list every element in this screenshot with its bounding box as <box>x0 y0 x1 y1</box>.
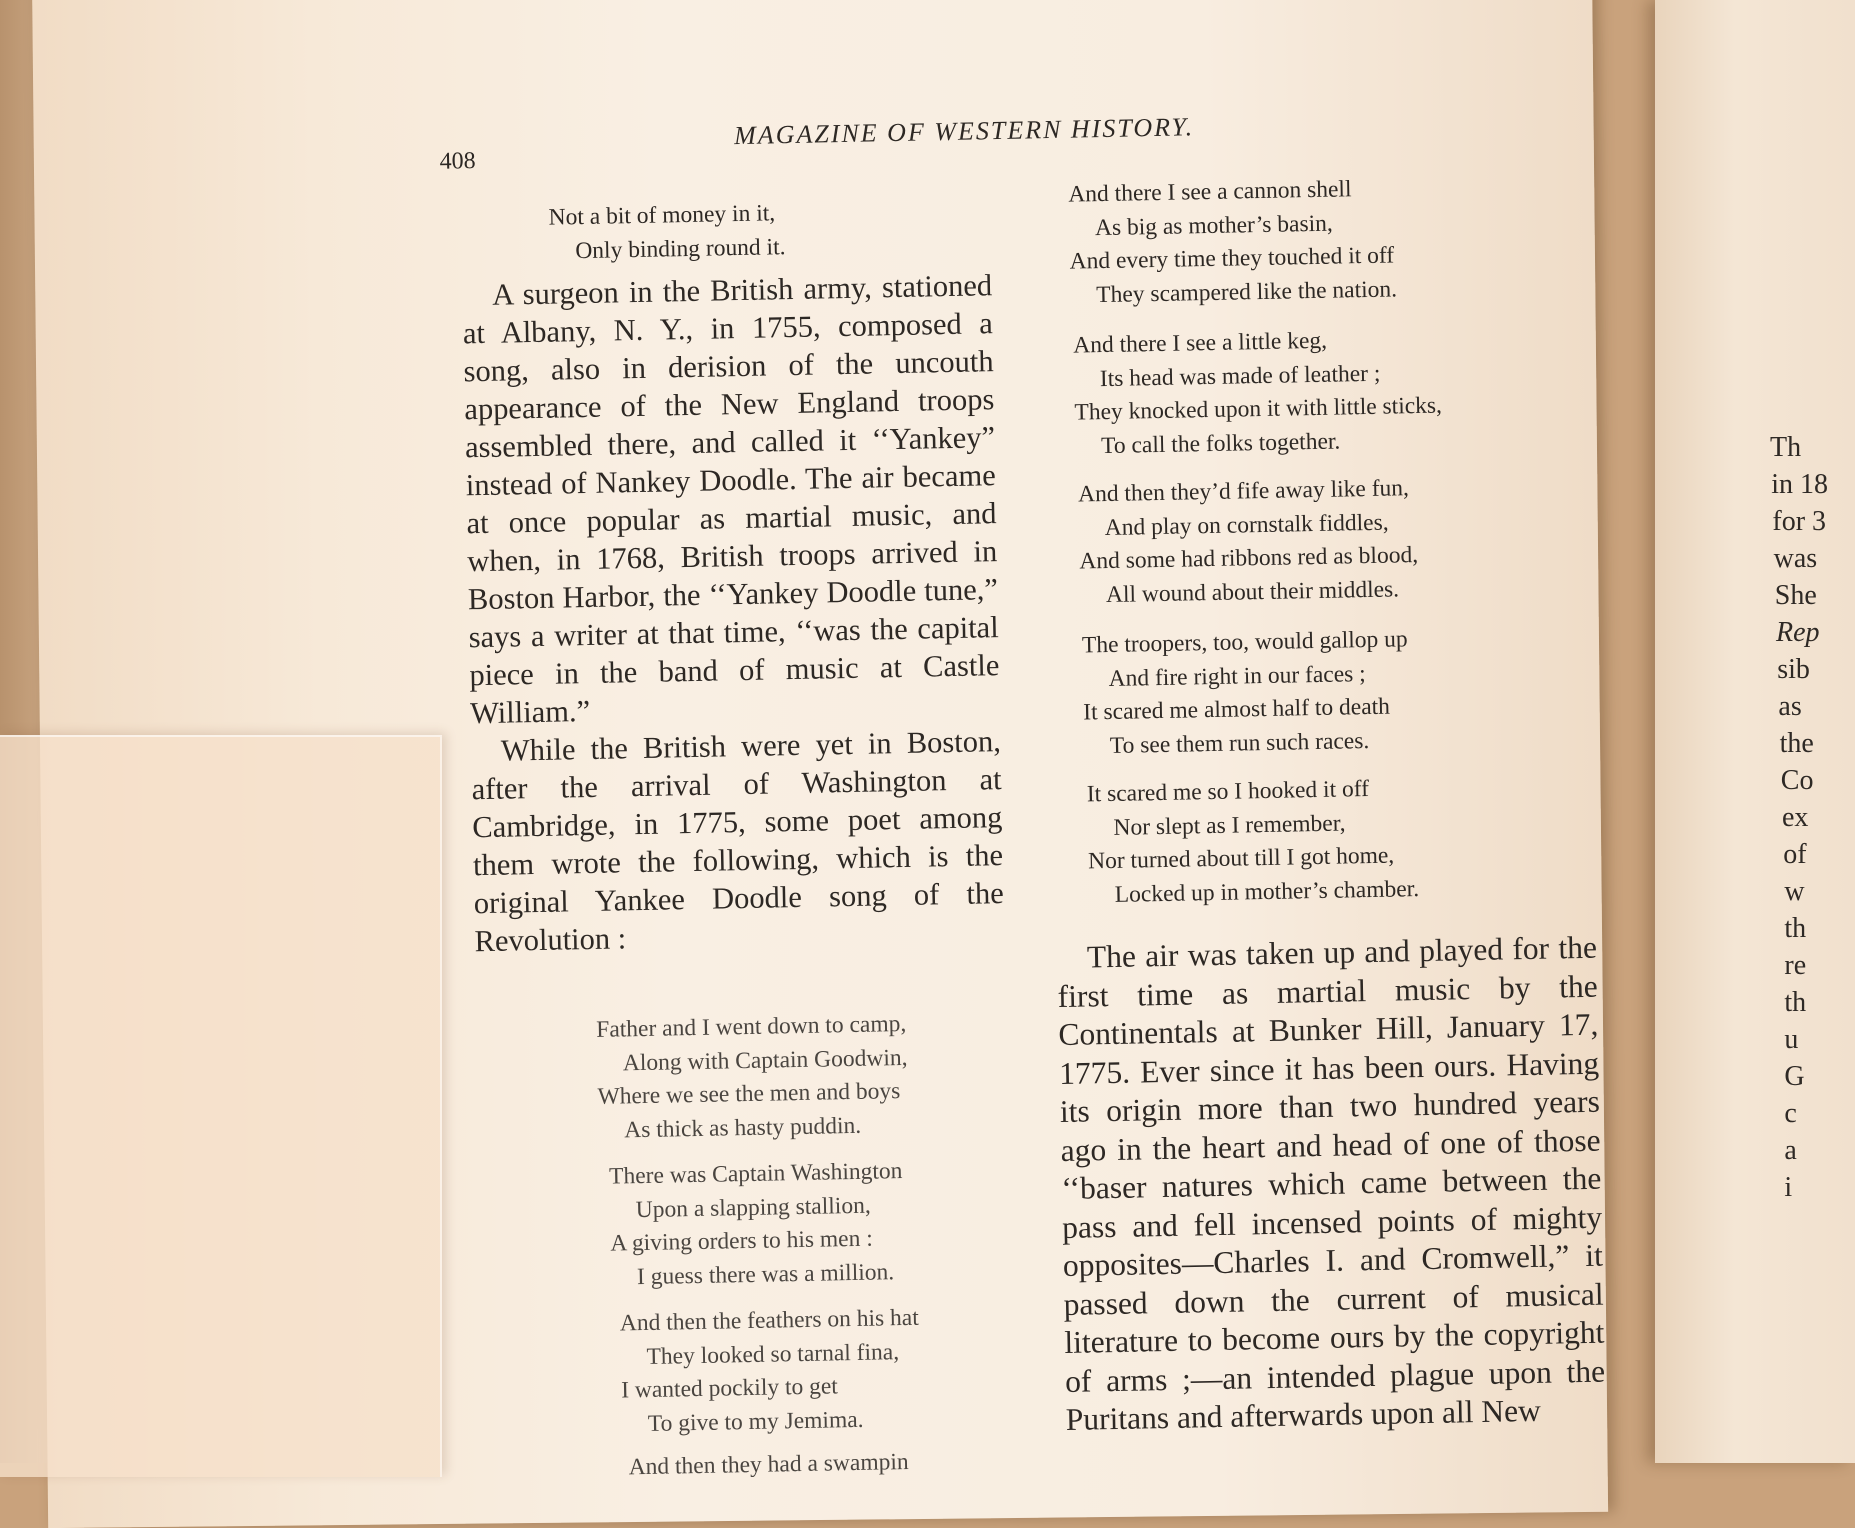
verse-line: And play on cornstalk fiddles, <box>1104 509 1389 541</box>
facing-page-fragment: th <box>1784 987 1807 1018</box>
facing-page-fragment: c <box>1784 1098 1797 1129</box>
verse-line: They looked so tarnal fina, <box>646 1338 900 1370</box>
facing-page-fragment: as <box>1778 691 1802 722</box>
paragraph-bunker-hill: The air was taken up and played for the first time as martial music by the Continentals at Bunker Hill, January 17, 1775. Ever since it has been ours. Having its origin more than two hundred years ago in the heart and head of one of those ‘‘baser natures which came between the pass and fell incensed points of mighty opposites—Charles I. and Cromwell,” it passed down the current of musical literature to become ours by the copyright of arms ;—an intended plague upon the Puritans and afterwards upon all New <box>1057 929 1606 1437</box>
facing-page-fragment: w <box>1784 876 1805 907</box>
verse-line: To call the folks together. <box>1100 428 1341 459</box>
verse-line: Upon a slapping stallion, <box>635 1192 871 1223</box>
facing-page-fragment: re <box>1784 950 1807 981</box>
verse-line: And then they’d fife away like fun, <box>1077 475 1410 508</box>
facing-page-fragment: for 3 <box>1772 506 1827 537</box>
verse-line: They knocked upon it with little sticks, <box>1074 392 1443 426</box>
facing-page-fragment: She <box>1774 580 1817 611</box>
facing-page-fragment: ex <box>1782 802 1809 833</box>
verse-line: There was Captain Washington <box>608 1158 903 1190</box>
verse-line: The troopers, too, would gallop up <box>1081 626 1408 659</box>
verse-line: And there I see a little keg, <box>1072 327 1328 359</box>
facing-page-fragment: Co <box>1780 765 1814 796</box>
right-column-text <box>1057 929 1607 1440</box>
verse-line: And there I see a cannon shell <box>1068 176 1352 208</box>
facing-page-fragment: sib <box>1777 654 1810 685</box>
page-number: 408 <box>439 148 476 175</box>
opening-verse <box>548 197 785 269</box>
verse-line: To see them run such races. <box>1109 727 1370 759</box>
facing-page-fragment: of <box>1783 839 1807 870</box>
paragraph-poet: While the British were yet in Boston, after the arrival of Washington at Cambridge, in 1775, some poet among them wrote the following, which is the original Yankee Doodle song of the Revolution : <box>471 724 1005 959</box>
facing-page-fragment: Th <box>1770 432 1802 463</box>
verse-line: Not a bit of money in it, <box>548 200 776 231</box>
facing-page-fragment: the <box>1779 728 1814 759</box>
song-stanza <box>1078 472 1419 612</box>
verse-line: All wound about their middles. <box>1105 575 1400 608</box>
verse-line: It scared me so I hooked it off <box>1086 776 1370 808</box>
verse-line: To give to my Jemima. <box>647 1406 864 1437</box>
left-column-text <box>462 266 1005 960</box>
song-stanza <box>1073 323 1443 464</box>
song-stanza <box>596 1008 909 1148</box>
tissue-sheet-overlay <box>0 735 442 1477</box>
verse-line: And some had ribbons red as blood, <box>1079 542 1419 575</box>
running-title: MAGAZINE OF WESTERN HISTORY. <box>733 112 1195 151</box>
verse-line: They scampered like the nation. <box>1096 275 1398 308</box>
verse-line: Its head was made of leather ; <box>1099 360 1381 392</box>
song-stanza <box>609 1155 905 1295</box>
verse-line: And every time they touched it off <box>1069 242 1395 275</box>
verse-line: I wanted pockily to get <box>620 1373 839 1404</box>
verse-line: Where we see the men and boys <box>597 1078 901 1110</box>
verse-line: Nor turned about till I got home, <box>1087 842 1395 875</box>
verse-line: As big as mother’s basin, <box>1094 210 1333 241</box>
verse-line: And fire right in our faces ; <box>1108 660 1366 692</box>
facing-page-fragment: was <box>1773 543 1818 574</box>
verse-line: It scared me almost half to death <box>1083 693 1391 726</box>
facing-page-fragment: Rep <box>1776 617 1820 648</box>
verse-line: And then the feathers on his hat <box>619 1304 920 1337</box>
facing-page-fragment: a <box>1784 1135 1797 1166</box>
verse-line: And then they had a swampin <box>628 1448 909 1481</box>
verse-line: Along with Captain Goodwin, <box>622 1044 908 1076</box>
facing-page-fragment: u <box>1784 1024 1799 1055</box>
verse-line: Locked up in mother’s chamber. <box>1114 875 1420 908</box>
song-stanza <box>1082 623 1410 763</box>
song-stanza <box>1087 772 1420 912</box>
verse-line: Only binding round it. <box>575 233 786 264</box>
facing-page-fragment: in 18 <box>1771 469 1828 500</box>
facing-page-fragment: G <box>1784 1061 1805 1092</box>
paragraph-surgeon: A surgeon in the British army, stationed at Albany, N. Y., in 1755, composed a song, also in derision of the uncouth appearance of the New England troops assembled there, and called it ‘‘Yankey” instead of Nankey Doodle. The air became at once popular as martial music, and when, in 1768, British troops arrived in Boston Harbor, the ‘‘Yankey Doodle tune,” says a writer at that time, ‘‘was the capital piece in the band of music at Castle William.” <box>462 268 1000 731</box>
facing-page-fragment: i <box>1784 1172 1793 1203</box>
song-stanza <box>620 1302 921 1442</box>
song-stanza <box>1068 172 1397 312</box>
facing-page-fragment: th <box>1784 913 1807 944</box>
song-stanza <box>628 1446 909 1485</box>
verse-line: Nor slept as I remember, <box>1113 809 1346 841</box>
verse-line: Father and I went down to camp, <box>596 1010 907 1043</box>
verse-line: A giving orders to his men : <box>610 1225 873 1257</box>
verse-line: As thick as hasty puddin. <box>623 1112 862 1143</box>
verse-line: I guess there was a million. <box>636 1258 895 1290</box>
